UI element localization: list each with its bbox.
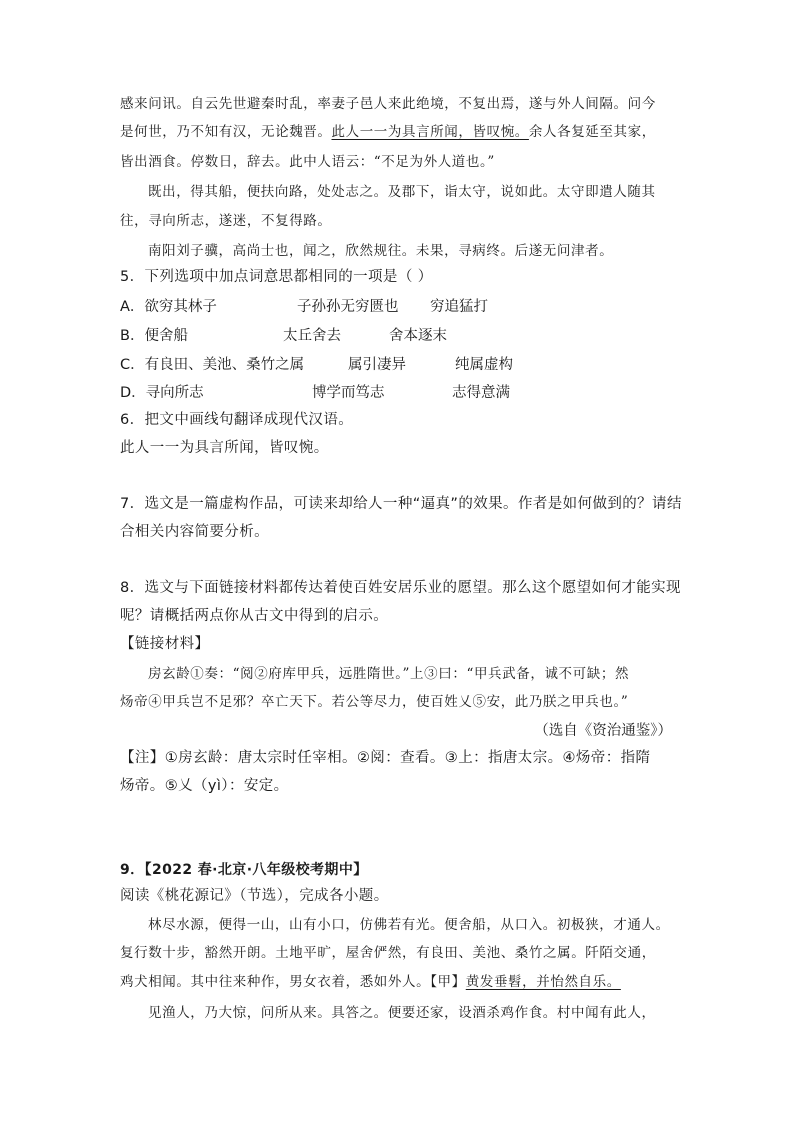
q5-option-a-c: 穷追猛打 xyxy=(430,299,488,315)
question-6-sentence: 此人一一为具言所闻，皆叹惋。 xyxy=(120,440,329,456)
q9-passage-line-2: 复行数十步，豁然开朗。土地平旷，屋舍俨然，有良田、美池、桑竹之属。阡陌交通， xyxy=(120,945,656,961)
question-8-line-1: 8．选文与下面链接材料都传达着使百姓安居乐业的愿望。那么这个愿望如何才能实现 xyxy=(120,580,681,596)
question-9-header: 9．【2022 春·北京·八年级校考期中】 xyxy=(120,862,368,878)
q9-underlined-sentence: 黄发垂髫，并怡然自乐。 xyxy=(465,974,621,990)
q5-option-a-label: A．欲穷其林子 xyxy=(120,299,217,315)
underlined-sentence: 此人一一为具言所闻，皆叹惋。 xyxy=(331,124,529,140)
question-5-stem: 5．下列选项中加点词意思都相同的一项是（ ） xyxy=(120,269,433,285)
q5-option-c-label: C．有良田、美池、桑竹之属 xyxy=(120,357,305,373)
question-9-intro: 阅读《桃花源记》（节选），完成各小题。 xyxy=(120,888,389,904)
passage-line-5: 往，寻向所志，遂迷，不复得路。 xyxy=(120,213,332,229)
link-material-line-2: 炀帝④甲兵岂不足邪？卒亡天下。若公等尽力，使百姓乂⑤安，此乃朕之甲兵也。” xyxy=(120,694,629,710)
question-7-line-2: 合相关内容简要分析。 xyxy=(120,524,269,540)
q5-option-d-label: D．寻向所志 xyxy=(120,385,204,401)
question-8-line-2: 呢？请概括两点你从古文中得到的启示。 xyxy=(120,608,389,624)
q5-option-b-c: 舍本逐末 xyxy=(389,328,447,344)
link-material-title: 【链接材料】 xyxy=(120,636,210,652)
q9-passage-line-3: 鸡犬相闻。其中往来种作，男女衣着，悉如外人。【甲】黄发垂髫，并怡然自乐。 xyxy=(120,974,621,990)
q5-option-c-c: 纯属虚构 xyxy=(455,357,513,373)
q5-option-b-label: B．便舍船 xyxy=(120,328,188,344)
link-material-line-1: 房玄龄①奏：“阅②府库甲兵，远胜隋世。”上③曰：“甲兵武备，诚不可缺；然 xyxy=(148,666,630,682)
note-line-2: 炀帝。⑤乂（yì）：安定。 xyxy=(120,778,289,794)
passage-line-3: 皆出酒食。停数日，辞去。此中人语云：“不足为外人道也。” xyxy=(120,154,495,170)
q5-option-a-b: 子孙孙无穷匮也 xyxy=(297,299,399,315)
passage-line-2: 是何世，乃不知有汉，无论魏晋。此人一一为具言所闻，皆叹惋。余人各复延至其家， xyxy=(120,124,656,140)
q5-option-d-c: 志得意满 xyxy=(452,385,510,401)
link-material-source: （选自《资治通鉴》） xyxy=(534,723,672,739)
q5-option-c-b: 属引凄异 xyxy=(348,357,406,373)
q9-passage-line-4: 见渔人，乃大惊，问所从来。具答之。便要还家，设酒杀鸡作食。村中闻有此人， xyxy=(148,1005,656,1021)
q5-option-d-b: 博学而笃志 xyxy=(312,385,385,401)
question-6-stem: 6．把文中画线句翻译成现代汉语。 xyxy=(120,412,354,428)
passage-line-4: 既出，得其船，便扶向路，处处志之。及郡下，诣太守，说如此。太守即遣人随其 xyxy=(148,184,656,200)
note-line-1: 【注】①房玄龄：唐太宗时任宰相。②阅：查看。③上：指唐太宗。④炀帝：指隋 xyxy=(120,750,651,766)
passage-line-6: 南阳刘子骥，高尚士也，闻之，欣然规往。未果，寻病终。后遂无问津者。 xyxy=(148,243,614,259)
passage-line-1: 感来问讯。自云先世避秦时乱，率妻子邑人来此绝境，不复出焉，遂与外人间隔。问今 xyxy=(120,96,656,112)
q9-passage-line-1: 林尽水源，便得一山，山有小口，仿佛若有光。便舍船，从口入。初极狭，才通人。 xyxy=(148,917,670,933)
q5-option-b-b: 太丘舍去 xyxy=(283,328,341,344)
question-7-line-1: 7．选文是一篇虚构作品，可读来却给人一种“逼真”的效果。作者是如何做到的？请结 xyxy=(120,496,682,512)
